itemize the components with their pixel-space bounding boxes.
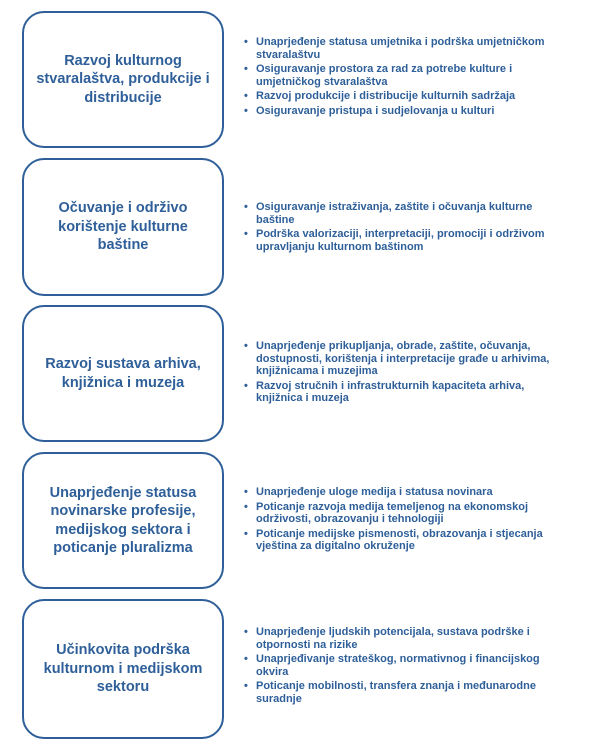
goal-title-4: Unaprjeđenje statusa novinarske profesije, medijskog sektora i poticanje pluralizma <box>49 484 197 556</box>
measures-list-2 <box>244 201 564 255</box>
measure-item: • Unaprjeđivanje strateškog, normativnog i financijskog okvira <box>244 653 540 678</box>
goal-box-1 <box>22 11 224 148</box>
goal-title-1: Razvoj kulturnog stvaralaštva, produkcije i distribucije <box>36 52 210 106</box>
measures-list-5 <box>244 626 564 708</box>
measure-item: • Osiguravanje istraživanja, zaštite i očuvanja kulturne baštine <box>244 201 533 226</box>
goal-title-3: Razvoj sustava arhiva, knjižnica i muzeja <box>45 356 201 391</box>
measure-item: • Razvoj produkcije i distribucije kulturnih sadržaja <box>244 90 516 103</box>
goal-box-3 <box>22 305 224 442</box>
measure-item: • Poticanje mobilnosti, transfera znanja i međunarodne suradnje <box>244 680 536 705</box>
goal-box-4 <box>22 452 224 589</box>
goal-box-5 <box>22 599 224 739</box>
measure-item: • Osiguravanje prostora za rad za potrebe kulture i umjetničkog stvaralaštva <box>244 63 513 88</box>
measures-list-4 <box>244 486 564 555</box>
measure-item: • Razvoj stručnih i infrastrukturnih kapaciteta arhiva, knjižnica i muzeja <box>244 379 525 405</box>
goal-box-2 <box>22 158 224 296</box>
measure-item: • Unaprjeđenje statusa umjetnika i podrška umjetničkom stvaralaštvu <box>244 36 545 61</box>
measure-item: • Unaprjeđenje ljudskih potencijala, sustava podrške i otpornosti na rizike <box>244 626 530 651</box>
measure-item: • Unaprjeđenje prikupljanja, obrade, zaštite, očuvanja, dostupnosti, korištenja i interpretacije građe u arhivima, knjižnicama i muzejima <box>244 340 550 378</box>
goal-title-5: Učinkovita podrška kulturnom i medijskom sektoru <box>43 642 203 696</box>
measure-item: • Osiguravanje pristupa i sudjelovanja u kulturi <box>244 104 495 117</box>
measure-item: • Podrška valorizaciji, interpretaciji, promociji i održivom upravljanju kulturnom baštinom <box>244 228 545 253</box>
measure-item: • Unaprjeđenje uloge medija i statusa novinara <box>244 486 493 498</box>
goal-title-2: Očuvanje i održivo korištenje kulturne baštine <box>58 200 188 254</box>
measures-list-1 <box>244 36 564 120</box>
measure-item: • Poticanje medijske pismenosti, obrazovanja i stjecanja vještina za digitalno okruženje <box>244 527 543 553</box>
measures-list-3 <box>244 340 564 407</box>
measure-item: • Poticanje razvoja medija temeljenog na ekonomskoj održivosti, obrazovanju i tehnologiji <box>244 500 529 526</box>
